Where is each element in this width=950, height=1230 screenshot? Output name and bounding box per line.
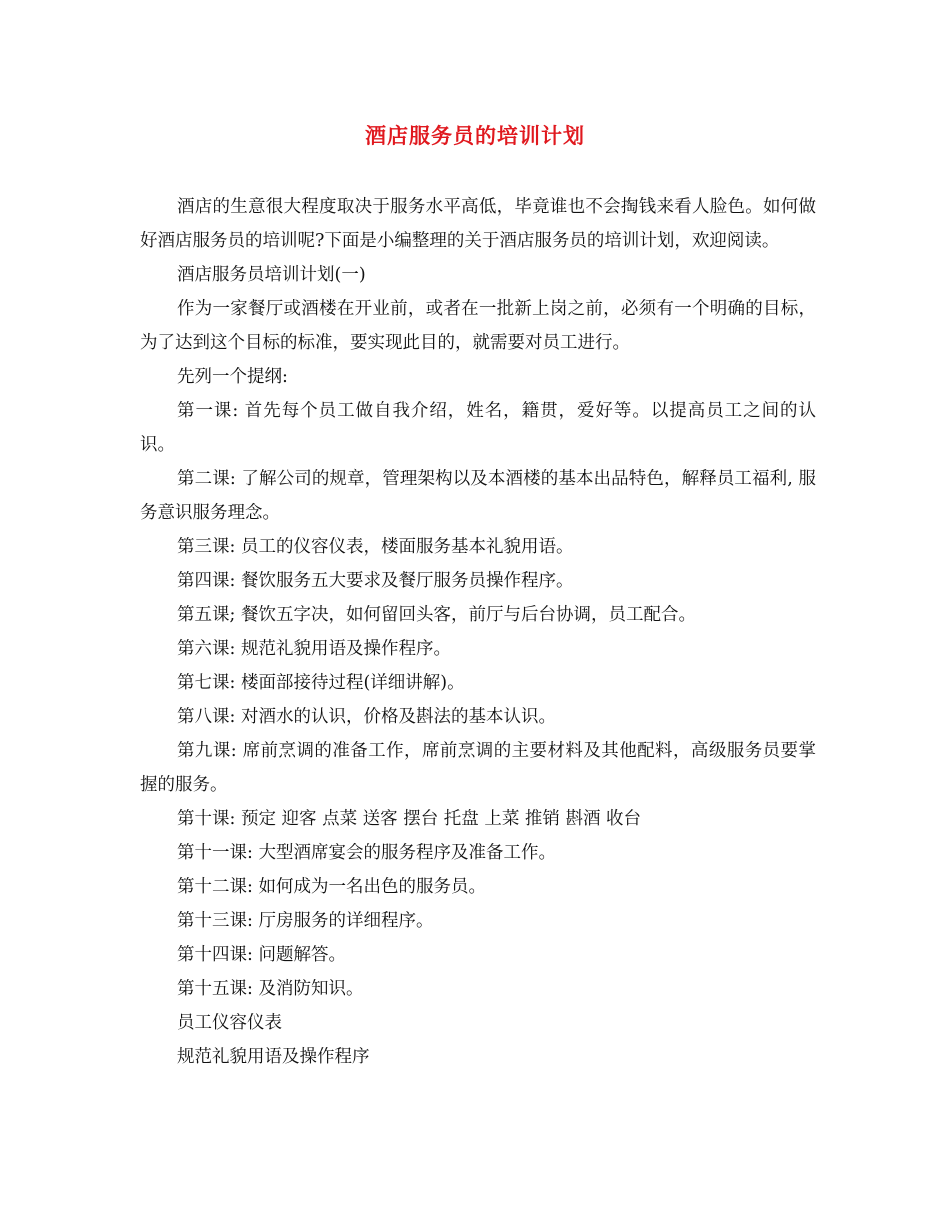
lesson-4: 第四课: 餐饮服务五大要求及餐厅服务员操作程序。 — [177, 571, 574, 591]
lesson-10: 第十课: 预定 迎客 点菜 送客 摆台 托盘 上菜 推销 斟酒 收台 — [177, 809, 642, 829]
paragraph-outline-label: 先列一个提纲: — [177, 367, 288, 387]
lesson-5: 第五课; 餐饮五字决，如何留回头客，前厅与后台协调，员工配合。 — [177, 605, 696, 625]
document-title: 酒店服务员的培训计划 — [365, 123, 585, 148]
lesson-7: 第七课: 楼面部接待过程(详细讲解)。 — [177, 673, 465, 693]
lesson-3: 第三课: 员工的仪容仪表，楼面服务基本礼貌用语。 — [177, 537, 574, 557]
section-heading-etiquette: 规范礼貌用语及操作程序 — [177, 1047, 370, 1067]
lesson-6: 第六课: 规范礼貌用语及操作程序。 — [177, 639, 451, 659]
lesson-12: 第十二课: 如何成为一名出色的服务员。 — [177, 877, 486, 897]
lesson-2: 第二课: 了解公司的规章，管理架构以及本酒楼的基本出品特色，解释员工福利, 服务意识服务理念。 — [140, 469, 816, 523]
lesson-8: 第八课: 对酒水的认识，价格及斟法的基本认识。 — [177, 707, 556, 727]
document-body — [140, 190, 816, 1074]
paragraph-plan-heading: 酒店服务员培训计划(一) — [177, 265, 366, 285]
lesson-9: 第九课: 席前烹调的准备工作，席前烹调的主要材料及其他配料，高级服务员要掌握的服务。 — [140, 741, 816, 795]
lesson-1: 第一课: 首先每个员工做自我介绍，姓名，籍贯，爱好等。以提高员工之间的认识。 — [140, 401, 816, 455]
lesson-14: 第十四课: 问题解答。 — [177, 945, 346, 965]
lesson-15: 第十五课: 及消防知识。 — [177, 979, 364, 999]
lesson-13: 第十三课: 厅房服务的详细程序。 — [177, 911, 434, 931]
paragraph-plan-goal: 作为一家餐厅或酒楼在开业前，或者在一批新上岗之前，必须有一个明确的目标，为了达到这个目标的标准，要实现此目的，就需要对员工进行。 — [140, 299, 816, 353]
lesson-11: 第十一课: 大型酒席宴会的服务程序及准备工作。 — [177, 843, 556, 863]
section-heading-appearance: 员工仪容仪表 — [177, 1013, 282, 1033]
paragraph-intro: 酒店的生意很大程度取决于服务水平高低，毕竟谁也不会掏钱来看人脸色。如何做好酒店服务员的培训呢?下面是小编整理的关于酒店服务员的培训计划，欢迎阅读。 — [140, 197, 816, 251]
